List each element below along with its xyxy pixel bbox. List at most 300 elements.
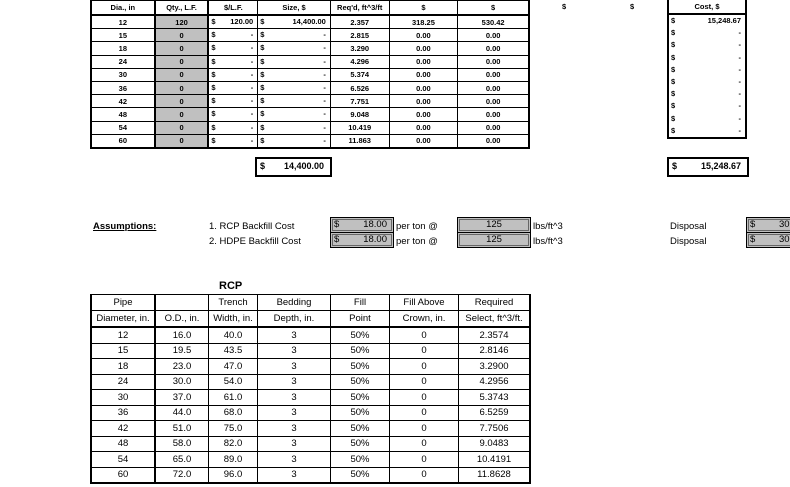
dollar-2-cell: 0.00 [458,68,529,81]
rcp-row [91,374,530,390]
rcp-cell: 68.0 [209,405,258,421]
pipe-cost-row [91,134,529,148]
size-total-cell [255,157,332,177]
reqd-cell: 2.815 [330,29,389,42]
size-cell [258,95,331,108]
currency-sign: $ [671,64,676,74]
rcp-backfill-cost-input[interactable] [330,217,394,233]
dollar-2-cell: 0.00 [458,95,529,108]
size-cell [258,55,331,68]
currency-sign: $ [671,16,676,25]
size-value: - [323,135,326,145]
per-lf-cell [208,55,257,68]
dollar-2-cell: 0.00 [458,108,529,121]
cost-row [668,27,746,39]
rcp-header-row-1 [91,295,530,311]
reqd-cell: 3.290 [330,42,389,55]
cost-row [668,100,746,112]
rcp-h2-3: Depth, in. [258,311,331,328]
rcp-row [91,343,530,359]
rcp-cell: 3.2900 [459,359,531,375]
qty-cell[interactable]: 0 [155,29,209,42]
dollar-2-cell: 0.00 [458,134,529,148]
size-cell [258,29,331,42]
rcp-cell: 75.0 [209,421,258,437]
size-value: - [323,43,326,53]
disposal-input-2[interactable] [746,232,790,248]
cost-row [668,14,746,27]
dia-cell: 12 [91,15,155,29]
per-lf-cell [208,121,257,134]
per-lf-value: - [250,43,254,53]
cost-value: - [738,40,741,50]
per-lf-cell [208,29,257,42]
rcp-cell: 16.0 [155,327,209,343]
currency-sign: $ [260,56,265,66]
dia-cell: 30 [91,68,155,81]
pipe-cost-row [91,81,529,94]
rcp-h1-1 [155,295,209,311]
cost-row [668,52,746,64]
rcp-row [91,405,530,421]
currency-sign: $ [260,69,265,79]
dollar-1-cell: 0.00 [389,81,458,94]
assumption-2-unit: per ton @ [396,236,438,247]
rcp-cell: 89.0 [209,452,258,468]
reqd-cell: 5.374 [330,68,389,81]
total-currency: $ [260,161,266,171]
per-lf-cell [208,108,257,121]
disposal-input-1[interactable] [746,217,790,233]
rcp-cell: 10.4191 [459,452,531,468]
rcp-cell: 43.5 [209,343,258,359]
per-lf-value: - [250,135,254,145]
cost-cell [668,39,746,51]
rcp-cell: 54 [91,452,155,468]
currency-sign: $ [211,56,216,66]
disposal-value-1: 30 [779,219,790,230]
per-lf-cell [208,15,257,29]
hdpe-density-value: 125 [486,234,502,245]
disposal-label-1: Disposal [670,221,707,232]
rcp-cell: 96.0 [209,467,258,483]
qty-cell[interactable]: 0 [155,55,209,68]
rcp-row [91,327,530,343]
cost-row [668,76,746,88]
hdpe-backfill-cost-input[interactable] [330,232,394,248]
rcp-row [91,452,530,468]
dollar-1-cell: 318.25 [389,15,458,29]
rcp-cell: 50% [331,343,390,359]
currency-sign: $ [671,125,676,135]
rcp-h2-4: Point [331,311,390,328]
rcp-cell: 58.0 [155,436,209,452]
size-cell [258,15,331,29]
cost-value: - [738,52,741,62]
rcp-cell: 30 [91,390,155,406]
rcp-cell: 54.0 [209,374,258,390]
currency-sign: $ [211,82,216,92]
cost-cell [668,52,746,64]
size-value: - [323,56,326,66]
header-qty: Qty., L.F. [155,1,209,16]
cost-value: - [738,28,741,38]
qty-cell[interactable]: 0 [155,134,209,148]
rcp-cell: 50% [331,374,390,390]
dollar-1-cell: 0.00 [389,42,458,55]
rcp-cell: 5.3743 [459,390,531,406]
assumption-1-text: 1. RCP Backfill Cost [209,221,295,232]
rcp-cell: 19.5 [155,343,209,359]
rcp-cell: 7.7506 [459,421,531,437]
currency-sign: $ [671,113,676,123]
cost-value: - [738,113,741,123]
dollar-1-cell: 0.00 [389,29,458,42]
currency-sign: $ [211,122,216,132]
per-lf-value: - [250,82,254,92]
per-lf-value: - [250,69,254,79]
rcp-density-value: 125 [486,219,502,230]
assumption-2-text: 2. HDPE Backfill Cost [209,236,301,247]
size-cell [258,134,331,148]
size-total-value: 14,400.00 [283,161,324,171]
currency-sign: $ [671,101,676,111]
currency-sign: $ [260,30,265,40]
rcp-title: RCP [219,280,243,292]
size-cell [258,121,331,134]
currency-sign: $ [671,89,676,99]
rcp-h1-6: Required [459,295,531,311]
currency-sign: $ [671,52,676,62]
dia-cell: 15 [91,29,155,42]
rcp-cell: 0 [390,436,459,452]
cost-cell [668,76,746,88]
cost-cell [668,14,746,27]
per-lf-value: - [250,56,254,66]
rcp-cell: 3 [258,452,331,468]
rcp-row [91,436,530,452]
per-lf-cell [208,42,257,55]
cost-cell [668,27,746,39]
rcp-cell: 40.0 [209,327,258,343]
per-lf-value: - [250,122,254,132]
pipe-cost-table [90,0,530,149]
rcp-cell: 61.0 [209,390,258,406]
size-cell [258,81,331,94]
extra-header-dollar-2: $ [630,2,635,11]
reqd-cell: 10.419 [330,121,389,134]
per-lf-cell [208,81,257,94]
qty-cell[interactable]: 0 [155,121,209,134]
rcp-cell: 23.0 [155,359,209,375]
rcp-cell: 48 [91,436,155,452]
currency-sign: $ [260,17,265,26]
qty-cell[interactable]: 0 [155,42,209,55]
cost-cell [668,125,746,138]
header-dia: Dia., in [91,1,155,16]
reqd-cell: 7.751 [330,95,389,108]
cost-value: - [738,76,741,86]
rcp-cell: 42 [91,421,155,437]
rcp-cell: 0 [390,374,459,390]
rcp-cell: 3 [258,359,331,375]
currency-sign: $ [750,219,756,230]
rcp-cell: 11.8628 [459,467,531,483]
rcp-h2-1: O.D., in. [155,311,209,328]
currency-sign: $ [211,69,216,79]
rcp-cell: 6.5259 [459,405,531,421]
size-cell [258,108,331,121]
currency-sign: $ [260,135,265,145]
cost-value: - [738,89,741,99]
reqd-cell: 4.296 [330,55,389,68]
currency-sign: $ [334,219,340,230]
size-cell [258,68,331,81]
rcp-cell: 65.0 [155,452,209,468]
dia-cell: 42 [91,95,155,108]
pipe-cost-row [91,95,529,108]
qty-cell[interactable]: 0 [155,81,209,94]
currency-sign: $ [671,40,676,50]
rcp-cell: 0 [390,327,459,343]
dia-cell: 24 [91,55,155,68]
rcp-cell: 0 [390,359,459,375]
rcp-cell: 3 [258,374,331,390]
rcp-cell: 47.0 [209,359,258,375]
dollar-2-cell: 0.00 [458,29,529,42]
dollar-2-cell: 0.00 [458,121,529,134]
rcp-cell: 50% [331,390,390,406]
rcp-h2-2: Width, in. [209,311,258,328]
per-lf-value: - [250,109,254,119]
rcp-h1-3: Bedding [258,295,331,311]
currency-sign: $ [671,76,676,86]
per-lf-cell [208,95,257,108]
size-value: - [323,82,326,92]
currency-sign: $ [334,234,340,245]
size-value: - [323,96,326,106]
extra-header-dollar-1: $ [562,2,567,11]
rcp-cell: 0 [390,467,459,483]
rcp-cell: 9.0483 [459,436,531,452]
cost-cell [668,100,746,112]
rcp-cell: 15 [91,343,155,359]
rcp-cell: 50% [331,421,390,437]
rcp-cell: 3 [258,343,331,359]
pipe-cost-row [91,42,529,55]
header-dollar-1: $ [389,1,458,16]
reqd-cell: 11.863 [330,134,389,148]
cost-total-currency: $ [672,161,678,171]
currency-sign: $ [671,28,676,38]
rcp-cell: 12 [91,327,155,343]
rcp-cell: 3 [258,405,331,421]
rcp-cell: 24 [91,374,155,390]
rcp-cell: 50% [331,467,390,483]
rcp-cell: 4.2956 [459,374,531,390]
currency-sign: $ [211,96,216,106]
cost-row [668,125,746,138]
size-value: - [323,109,326,119]
reqd-cell: 2.357 [330,15,389,29]
rcp-cell: 0 [390,452,459,468]
per-lf-value: - [250,96,254,106]
rcp-h1-5: Fill Above [390,295,459,311]
cost-cell [668,64,746,76]
cost-header-row [668,0,746,14]
currency-sign: $ [211,30,216,40]
qty-cell[interactable]: 0 [155,108,209,121]
pipe-cost-row [91,15,529,29]
dollar-2-cell: 0.00 [458,81,529,94]
cost-value: - [738,101,741,111]
size-value: - [323,69,326,79]
currency-sign: $ [211,43,216,53]
rcp-cell: 3 [258,421,331,437]
currency-sign: $ [260,96,265,106]
per-lf-value: 120.00 [230,17,254,26]
currency-sign: $ [260,43,265,53]
currency-sign: $ [260,122,265,132]
currency-sign: $ [211,17,216,26]
rcp-h1-4: Fill [331,295,390,311]
cost-value: - [738,125,741,135]
pipe-cost-row [91,108,529,121]
assumption-2-density-unit: lbs/ft^3 [533,236,563,247]
rcp-density-input[interactable] [457,217,531,233]
pipe-cost-header-row [91,1,529,16]
per-lf-value: - [250,30,254,40]
dia-cell: 60 [91,134,155,148]
dollar-1-cell: 0.00 [389,68,458,81]
rcp-cell: 0 [390,405,459,421]
dollar-1-cell: 0.00 [389,134,458,148]
rcp-cell: 18 [91,359,155,375]
dollar-1-cell: 0.00 [389,95,458,108]
dollar-2-cell: 0.00 [458,42,529,55]
cost-cell [668,88,746,100]
currency-sign: $ [211,135,216,145]
rcp-h2-5: Crown, in. [390,311,459,328]
cost-total-value: 15,248.67 [700,161,741,171]
rcp-cell: 2.8146 [459,343,531,359]
dollar-2-cell: 530.42 [458,15,529,29]
cost-row [668,113,746,125]
qty-cell[interactable]: 0 [155,68,209,81]
cost-total-cell [667,157,749,177]
rcp-cell: 51.0 [155,421,209,437]
rcp-cell: 50% [331,436,390,452]
dia-cell: 36 [91,81,155,94]
cost-row [668,64,746,76]
rcp-cell: 44.0 [155,405,209,421]
rcp-h1-0: Pipe [91,295,155,311]
rcp-cell: 2.3574 [459,327,531,343]
rcp-h2-0: Diameter, in. [91,311,155,328]
dollar-1-cell: 0.00 [389,121,458,134]
dia-cell: 18 [91,42,155,55]
currency-sign: $ [211,109,216,119]
pipe-cost-row [91,55,529,68]
dia-cell: 48 [91,108,155,121]
currency-sign: $ [260,82,265,92]
per-lf-cell [208,68,257,81]
size-value: - [323,122,326,132]
rcp-cell: 3 [258,467,331,483]
pipe-cost-row [91,68,529,81]
rcp-cell: 72.0 [155,467,209,483]
rcp-row [91,390,530,406]
reqd-cell: 6.526 [330,81,389,94]
header-size: Size, $ [258,1,331,16]
rcp-row [91,421,530,437]
rcp-cell: 0 [390,390,459,406]
dollar-2-cell: 0.00 [458,55,529,68]
header-reqd: Req'd, ft^3/ft [330,1,389,16]
rcp-row [91,359,530,375]
pipe-cost-row [91,121,529,134]
dollar-1-cell: 0.00 [389,108,458,121]
assumptions-label: Assumptions: [93,221,157,232]
dollar-1-cell: 0.00 [389,55,458,68]
rcp-cell: 3 [258,390,331,406]
size-value: - [323,30,326,40]
size-value: 14,400.00 [292,17,326,26]
cost-table [667,0,747,139]
qty-cell[interactable]: 120 [155,15,209,29]
currency-sign: $ [750,234,756,245]
rcp-cell: 0 [390,421,459,437]
reqd-cell: 9.048 [330,108,389,121]
rcp-cell: 50% [331,359,390,375]
rcp-table [90,294,531,484]
rcp-h1-2: Trench [209,295,258,311]
rcp-cell: 50% [331,405,390,421]
disposal-value-2: 30 [779,234,790,245]
pipe-cost-row [91,29,529,42]
cost-cell [668,113,746,125]
disposal-label-2: Disposal [670,236,707,247]
rcp-cell: 30.0 [155,374,209,390]
cost-row [668,39,746,51]
rcp-cell: 60 [91,467,155,483]
rcp-header-row-2 [91,311,530,328]
rcp-cell: 50% [331,327,390,343]
hdpe-backfill-cost-value: 18.00 [363,234,387,245]
rcp-cell: 3 [258,436,331,452]
header-per-lf: $/L.F. [208,1,257,16]
rcp-cell: 3 [258,327,331,343]
rcp-cell: 36 [91,405,155,421]
dia-cell: 54 [91,121,155,134]
cost-header: Cost, $ [668,0,746,14]
assumption-1-unit: per ton @ [396,221,438,232]
rcp-cell: 37.0 [155,390,209,406]
rcp-cell: 0 [390,343,459,359]
currency-sign: $ [260,109,265,119]
cost-row [668,88,746,100]
rcp-h2-6: Select, ft^3/ft. [459,311,531,328]
assumption-1-density-unit: lbs/ft^3 [533,221,563,232]
per-lf-cell [208,134,257,148]
rcp-backfill-cost-value: 18.00 [363,219,387,230]
header-dollar-2: $ [458,1,529,16]
rcp-cell: 50% [331,452,390,468]
hdpe-density-input[interactable] [457,232,531,248]
qty-cell[interactable]: 0 [155,95,209,108]
rcp-row [91,467,530,483]
size-cell [258,42,331,55]
